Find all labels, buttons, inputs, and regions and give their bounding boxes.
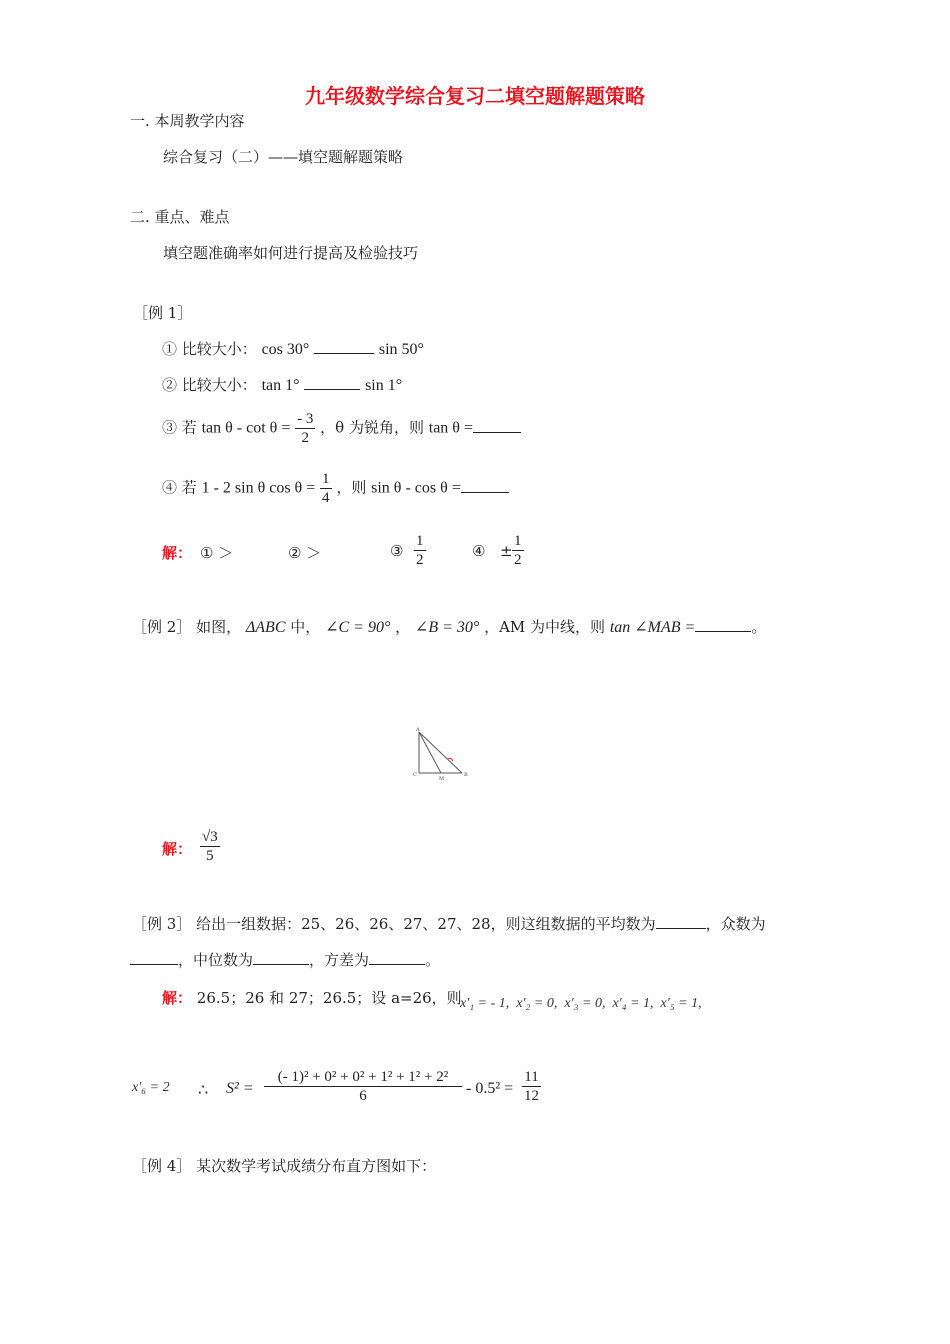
example1-label: ［例 1］ [133, 304, 193, 322]
triangle-figure [412, 726, 472, 782]
example2-question [132, 616, 766, 637]
answer-3-fraction [414, 532, 426, 569]
example2-answer-fraction [200, 828, 220, 865]
example4-text: ［例 4］ 某次数学考试成绩分布直方图如下： [132, 1157, 437, 1175]
median-blank [253, 950, 309, 965]
answer-4-sign: ± [500, 542, 513, 560]
example3-answer-text: 26.5；26 和 27；26.5；设 a=26，则 [196, 989, 462, 1007]
q2-blank [304, 375, 360, 390]
example2-expr1: ΔABC [245, 619, 286, 636]
result-den: 12 [524, 1088, 539, 1104]
vertex-b-label: B [464, 772, 468, 778]
q3-frac-den: 2 [301, 430, 309, 446]
example2-blank [695, 617, 751, 632]
example3-line1 [132, 913, 766, 934]
x6-text: x′₆ = 2 [132, 1080, 170, 1095]
q4-target: sin θ - cos θ = [371, 479, 461, 497]
answer-4: ④ [472, 542, 486, 560]
q3-prefix: ③ 若 [162, 418, 197, 437]
example3-line2 [130, 949, 440, 970]
q3-expr: tan θ - cot θ = [201, 419, 291, 437]
vertex-a-label: A [416, 727, 420, 733]
q4-blank [461, 478, 509, 493]
q4-prefix: ④ 若 [162, 478, 197, 497]
q4-mid: ，则 [336, 478, 367, 497]
x4-value: x′₄ = 1 [612, 996, 651, 1011]
example3-answer-label: 解： [162, 989, 193, 1007]
example3-line2-b: ，方差为 [309, 951, 370, 969]
q1-prefix: ① 比较大小： [162, 340, 257, 358]
example3-line2-a: ，中位数为 [178, 951, 254, 969]
q4-frac-num: 1 [322, 471, 330, 487]
x6-value [132, 1080, 170, 1096]
s2-symbol: S² = [226, 1080, 254, 1097]
vertex-c-label: C [413, 772, 417, 778]
example3-line1-text: ［例 3］ 给出一组数据：25、26、26、27、27、28，则这组数据的平均数为 [132, 915, 656, 933]
example1-q2 [162, 374, 402, 395]
example1-answer-label: 解： [162, 544, 193, 562]
example2-answer-label: 解： [162, 840, 193, 858]
example2-expr4: tan ∠MAB = [609, 619, 696, 636]
answer-4-den: 2 [514, 552, 522, 568]
example3-answer [162, 987, 462, 1008]
variance-blank [369, 950, 425, 965]
section2-content: 填空题准确率如何进行提高及检验技巧 [163, 244, 419, 262]
example2-answer [162, 826, 242, 872]
example1-q1 [162, 338, 424, 359]
variance-minus: - 0.5² = [466, 1080, 514, 1097]
q3-fraction [295, 410, 315, 447]
example2-end: 。 [751, 618, 767, 636]
mean-blank [656, 914, 706, 929]
example2-t1: 中， [290, 618, 321, 636]
page-title: 九年级数学综合复习二填空题解题策略 [305, 84, 645, 108]
example2-ans-num: √3 [202, 829, 218, 845]
x1-value: x′₁ = - 1 [460, 996, 506, 1011]
q2-expr-a: tan 1° [261, 377, 300, 394]
answer-2: ② ＞ [288, 544, 322, 562]
variance-den: 6 [359, 1088, 367, 1104]
answer-4-num: 1 [514, 533, 522, 549]
q4-frac-den: 4 [322, 490, 330, 506]
q1-expr-a: cos 30° [261, 341, 310, 358]
q3-blank [473, 418, 521, 433]
therefore-symbol: ∴ [198, 1082, 209, 1099]
example2-t2: ， [395, 618, 411, 636]
q2-expr-b: sin 1° [365, 377, 403, 394]
example1-answers [162, 530, 562, 576]
section1-heading: 一. 本周教学内容 [130, 112, 245, 130]
q4-expr: 1 - 2 sin θ cos θ = [201, 479, 316, 497]
variance-fraction [264, 1068, 462, 1105]
example2-ans-den: 5 [206, 848, 214, 864]
section1-content: 综合复习（二）——填空题解题策略 [163, 148, 404, 166]
variance-formula [198, 1066, 558, 1116]
example1-q3 [162, 410, 521, 447]
x3-value: x′₃ = 0 [564, 996, 602, 1011]
example1-q4 [162, 470, 509, 507]
answer-3: ③ [390, 542, 404, 560]
q3-target: tan θ = [428, 419, 473, 437]
q3-mid: ，θ 为锐角，则 [320, 418, 424, 437]
q4-fraction [320, 470, 332, 507]
mode-blank [130, 950, 178, 965]
side-ab [419, 732, 462, 773]
variance-result [522, 1068, 541, 1105]
x5-value: x′₅ = 1 [660, 996, 699, 1011]
answer-3-num: 1 [416, 533, 424, 549]
q1-blank [314, 339, 374, 354]
answer-1: ① ＞ [200, 544, 234, 562]
deviations-row: x′₁ = - 1, x′₂ = 0, x′₃ = 0, x′₄ = 1, x′₅ = 1, [460, 996, 702, 1011]
example2-expr2: ∠C = 90° [325, 619, 391, 636]
median-am [419, 732, 441, 773]
answer-3-den: 2 [416, 552, 424, 568]
q3-frac-num: - 3 [297, 411, 314, 427]
example3-line2-c: 。 [425, 951, 441, 969]
point-m-label: M [439, 776, 445, 782]
example2-expr3: ∠B = 30° [414, 619, 480, 636]
example2-t3: ，AM 为中线，则 [484, 618, 606, 636]
x2-value: x′₂ = 0 [516, 996, 554, 1011]
example2-label: ［例 2］ 如图， [132, 618, 242, 636]
variance-num: (- 1)² + 0² + 0² + 1² + 1² + 2² [264, 1068, 462, 1087]
example3-line1-end: ，众数为 [705, 915, 766, 933]
q2-prefix: ② 比较大小： [162, 376, 257, 394]
q1-expr-b: sin 50° [378, 341, 424, 358]
result-num: 11 [522, 1068, 541, 1087]
answer-4-fraction [512, 532, 524, 569]
section2-heading: 二. 重点、难点 [130, 208, 230, 226]
